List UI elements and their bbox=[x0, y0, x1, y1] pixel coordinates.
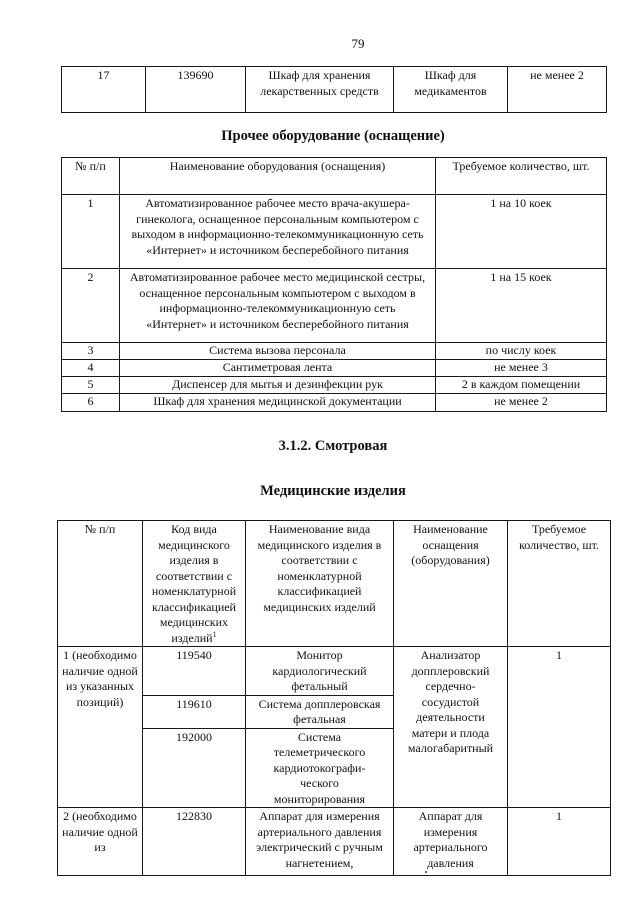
cell-num: 17 bbox=[62, 67, 146, 113]
cell-qty: 2 в каждом помещении bbox=[436, 377, 607, 394]
cell-device-name: Система допплеровская фетальная bbox=[246, 695, 394, 728]
page-number: 79 bbox=[351, 36, 365, 51]
cell-num: 5 bbox=[62, 377, 120, 394]
table-header-row bbox=[62, 158, 607, 195]
cell-name: Шкаф для хранения медицинской документации bbox=[120, 394, 436, 412]
cell-code: 119540 bbox=[143, 647, 246, 696]
cell-name: Сантиметровая лента bbox=[120, 360, 436, 377]
table-row bbox=[62, 360, 607, 377]
header-device-name: Наименование вида медицинского изделия в соответствии с номенклатурной классификацией медицинских изделий bbox=[246, 521, 394, 647]
table-row bbox=[62, 394, 607, 412]
table-continuation bbox=[61, 66, 607, 113]
header-num: № п/п bbox=[58, 521, 143, 647]
cell-device-name: Система телеметрического кардиотокографи-ческого мониторирования bbox=[246, 728, 394, 808]
header-code bbox=[143, 521, 246, 647]
cell-qty: не менее 2 bbox=[508, 67, 607, 113]
cell-num: 1 bbox=[62, 195, 120, 269]
cell-code: 119610 bbox=[143, 695, 246, 728]
cell-code: 139690 bbox=[146, 67, 246, 113]
header-qty: Требуемое количество, шт. bbox=[436, 158, 607, 195]
cell-num: 6 bbox=[62, 394, 120, 412]
header-num: № п/п bbox=[62, 158, 120, 195]
table-row bbox=[62, 67, 607, 113]
cell-name: Система вызова персонала bbox=[120, 343, 436, 360]
cell-qty: не менее 3 bbox=[436, 360, 607, 377]
cell-equipment-name: Анализатор допплеровский сердечно-сосудистой деятельности матери и плода малогабаритный bbox=[394, 647, 508, 808]
cell-num: 1 (необходимо наличие одной из указанных позиций) bbox=[58, 647, 143, 808]
table-header-row bbox=[58, 521, 611, 647]
header-qty: Требуемое количество, шт. bbox=[508, 521, 611, 647]
cell-num: 2 bbox=[62, 269, 120, 343]
scan-speck bbox=[425, 871, 427, 873]
table-row bbox=[62, 377, 607, 394]
header-name: Наименование оборудования (оснащения) bbox=[120, 158, 436, 195]
section-title: 3.1.2. Смотровая bbox=[278, 438, 388, 454]
cell-name: Автоматизированное рабочее место врача-акушера-гинеколога, оснащенное персональным компьютером с выходом в информационно-телекоммуникационную сеть «Интернет» и источником бесперебойного питания bbox=[120, 195, 436, 269]
cell-qty: 1 bbox=[508, 808, 611, 876]
cell-qty: 1 bbox=[508, 647, 611, 808]
section-subtitle: Медицинские изделия bbox=[260, 483, 406, 499]
other-equipment-table bbox=[61, 157, 607, 412]
cell-name: Диспенсер для мытья и дезинфекции рук bbox=[120, 377, 436, 394]
cell-equipment-name: Аппарат для измерения артериального давления bbox=[394, 808, 508, 876]
table-row bbox=[62, 195, 607, 269]
cell-device-name: Шкаф для хранения лекарственных средств bbox=[246, 67, 394, 113]
other-equipment-heading: Прочее оборудование (оснащение) bbox=[221, 128, 445, 144]
cell-device-name: Аппарат для измерения артериального давления электрический с ручным нагнетением, bbox=[246, 808, 394, 876]
table-row bbox=[58, 647, 611, 696]
cell-num: 2 (необходимо наличие одной из bbox=[58, 808, 143, 876]
cell-num: 3 bbox=[62, 343, 120, 360]
cell-code: 122830 bbox=[143, 808, 246, 876]
header-code-text: Код вида медицинского изделия в соответствии с номенклатурной классификацией медицинских изделий bbox=[151, 522, 237, 645]
table-row bbox=[58, 808, 611, 876]
medical-devices-table bbox=[57, 520, 611, 876]
table-row bbox=[62, 269, 607, 343]
table-row bbox=[62, 343, 607, 360]
cell-equipment-name: Шкаф для медикаментов bbox=[394, 67, 508, 113]
cell-qty: не менее 2 bbox=[436, 394, 607, 412]
footnote-marker: 1 bbox=[212, 629, 217, 639]
cell-qty: 1 на 15 коек bbox=[436, 269, 607, 343]
cell-device-name: Монитор кардиологический фетальный bbox=[246, 647, 394, 696]
cell-qty: 1 на 10 коек bbox=[436, 195, 607, 269]
cell-code: 192000 bbox=[143, 728, 246, 808]
cell-name: Автоматизированное рабочее место медицинской сестры, оснащенное персональным компьютером с выходом в информационно-телекоммуникационную сеть «Интернет» и источником бесперебойного питания bbox=[120, 269, 436, 343]
cell-qty: по числу коек bbox=[436, 343, 607, 360]
header-equipment-name: Наименование оснащения (оборудования) bbox=[394, 521, 508, 647]
cell-num: 4 bbox=[62, 360, 120, 377]
